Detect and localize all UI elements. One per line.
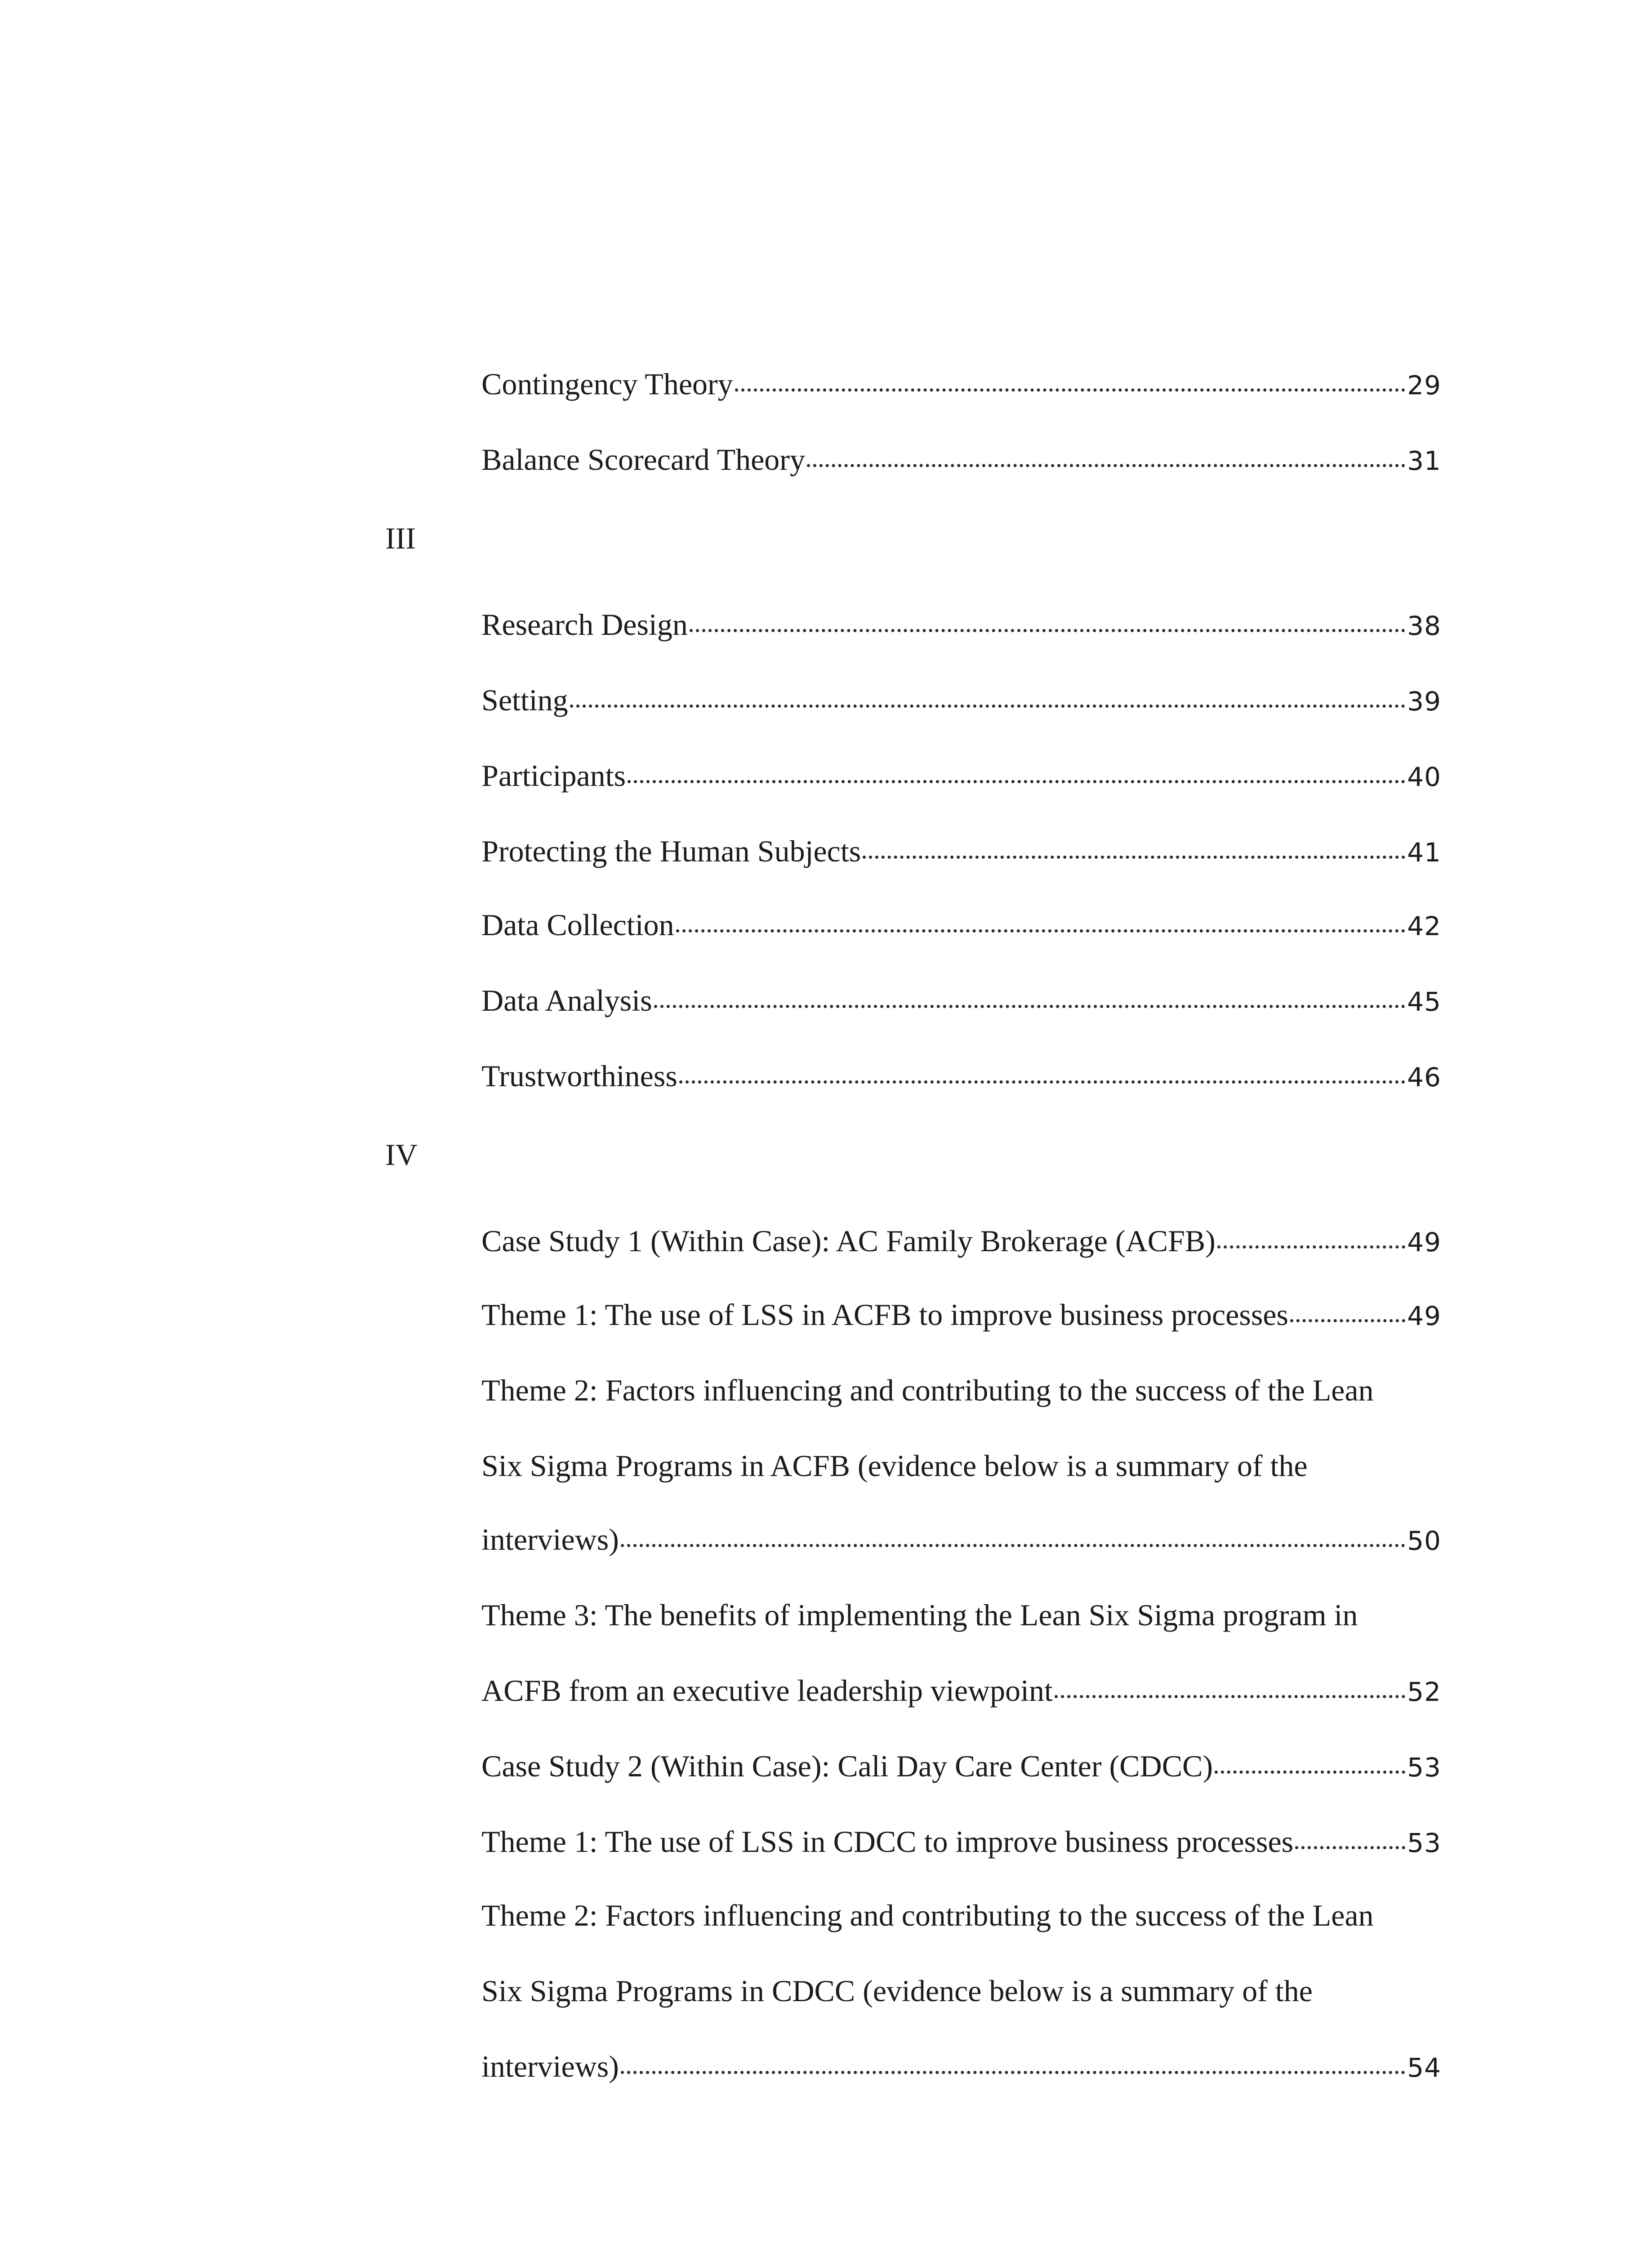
toc-entry-title: ACFB from an executive leadership viewpoint xyxy=(481,1673,1053,1708)
dot-leader xyxy=(690,629,1405,632)
dot-leader xyxy=(807,464,1405,467)
toc-entry[interactable] xyxy=(481,907,1441,944)
dot-leader xyxy=(1217,1245,1405,1249)
dot-leader xyxy=(676,929,1406,932)
toc-entry-page: 29 xyxy=(1407,370,1441,401)
chapter-heading: III xyxy=(385,521,416,555)
toc-entry-page: 41 xyxy=(1407,837,1441,868)
toc-entry-page: 53 xyxy=(1407,1828,1441,1858)
toc-entry-page: 45 xyxy=(1407,986,1441,1017)
dot-leader xyxy=(1215,1771,1405,1774)
toc-entry-title: Participants xyxy=(481,758,626,793)
toc-entry[interactable] xyxy=(481,1673,1441,1710)
toc-entry-text-line: Theme 2: Factors influencing and contributing to the success of the Lean xyxy=(481,1898,1374,1932)
dot-leader xyxy=(735,388,1406,392)
dot-leader xyxy=(679,1080,1405,1084)
toc-entry-title: interviews) xyxy=(481,1522,619,1557)
dot-leader xyxy=(863,856,1405,859)
toc-entry-page: 46 xyxy=(1407,1062,1441,1093)
toc-entry-title: Theme 1: The use of LSS in ACFB to improve business processes xyxy=(481,1298,1288,1332)
toc-entry-title: Case Study 1 (Within Case): AC Family Brokerage (ACFB) xyxy=(481,1224,1216,1258)
toc-entry-title: interviews) xyxy=(481,2049,619,2083)
toc-entry[interactable] xyxy=(481,366,1441,403)
toc-entry-page: 49 xyxy=(1407,1301,1441,1331)
dot-leader xyxy=(1290,1319,1405,1322)
toc-entry-title: Data Collection xyxy=(481,908,674,942)
toc-entry-page: 52 xyxy=(1407,1677,1441,1707)
toc-entry[interactable] xyxy=(481,758,1441,795)
toc-entry-page: 31 xyxy=(1407,446,1441,476)
toc-entry-text-line: Six Sigma Programs in ACFB (evidence below is a summary of the xyxy=(481,1449,1308,1483)
toc-entry[interactable] xyxy=(481,982,1441,1020)
toc-entry-title: Contingency Theory xyxy=(481,367,733,401)
dot-leader xyxy=(1055,1695,1405,1698)
toc-entry[interactable] xyxy=(481,1521,1441,1559)
toc-entry-title: Trustworthiness xyxy=(481,1059,677,1093)
dot-leader xyxy=(621,2071,1405,2074)
toc-entry-page: 42 xyxy=(1407,911,1441,941)
dot-leader xyxy=(570,705,1406,708)
toc-entry-page: 38 xyxy=(1407,611,1441,641)
toc-entry-text-line: Theme 2: Factors influencing and contributing to the success of the Lean xyxy=(481,1373,1374,1407)
toc-entry-title: Research Design xyxy=(481,607,688,642)
toc-entry[interactable] xyxy=(481,682,1441,719)
toc-entry[interactable] xyxy=(481,442,1441,479)
toc-entry-text-line: Six Sigma Programs in CDCC (evidence below is a summary of the xyxy=(481,1974,1313,2008)
toc-entry[interactable] xyxy=(481,607,1441,644)
toc-entry-title: Protecting the Human Subjects xyxy=(481,834,861,868)
dot-leader xyxy=(654,1005,1406,1008)
chapter-heading: IV xyxy=(385,1137,418,1172)
toc-entry-page: 54 xyxy=(1407,2052,1441,2083)
dot-leader xyxy=(628,780,1405,783)
dot-leader xyxy=(621,1544,1405,1547)
toc-entry-page: 40 xyxy=(1407,762,1441,792)
toc-entry[interactable] xyxy=(481,1297,1441,1334)
toc-entry[interactable] xyxy=(481,2048,1441,2086)
toc-entry-text-line: Theme 3: The benefits of implementing the Lean Six Sigma program in xyxy=(481,1598,1358,1632)
toc-entry-title: Data Analysis xyxy=(481,983,652,1017)
toc-entry[interactable] xyxy=(481,1748,1441,1785)
dot-leader xyxy=(1295,1846,1405,1849)
toc-entry-title: Balance Scorecard Theory xyxy=(481,442,805,477)
toc-entry[interactable] xyxy=(481,1058,1441,1095)
toc-entry-page: 50 xyxy=(1407,1525,1441,1556)
toc-entry-title: Case Study 2 (Within Case): Cali Day Care Center (CDCC) xyxy=(481,1749,1213,1783)
toc-entry-title: Setting xyxy=(481,683,568,717)
toc-entry-page: 39 xyxy=(1407,686,1441,717)
toc-entry[interactable] xyxy=(481,1223,1441,1260)
toc-entry[interactable] xyxy=(481,833,1441,870)
toc-entry[interactable] xyxy=(481,1824,1441,1861)
toc-entry-page: 49 xyxy=(1407,1227,1441,1258)
toc-entry-title: Theme 1: The use of LSS in CDCC to improve business processes xyxy=(481,1824,1294,1859)
toc-entry-page: 53 xyxy=(1407,1752,1441,1783)
